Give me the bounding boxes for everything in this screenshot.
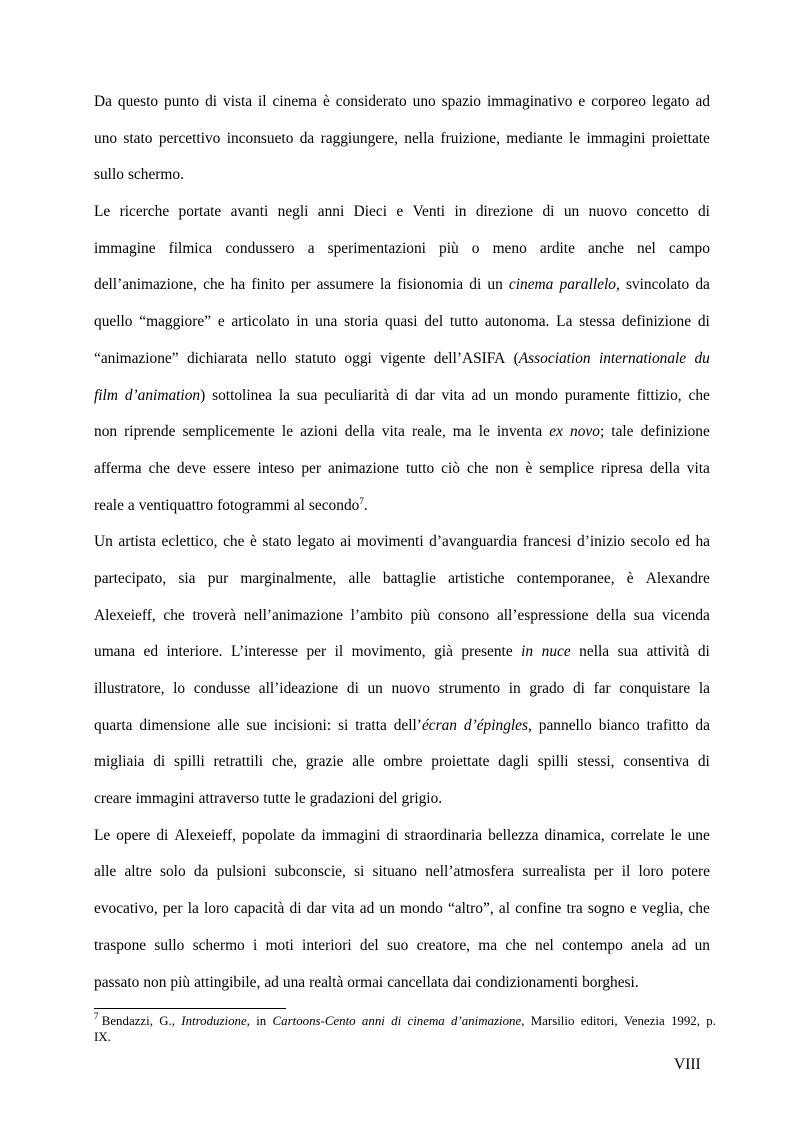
footnote-line-2: IX. <box>94 1030 111 1044</box>
text-line: quello “maggiore” e articolato in una storia quasi del tutto autonoma. La stessa definizione di <box>94 313 710 331</box>
page-number: VIII <box>674 1056 701 1073</box>
text-line: Alexeieff, che troverà nell’animazione l’ambito più consono all’espressione della sua vicenda <box>94 606 710 624</box>
text-line: illustratore, lo condusse all’ideazione di un nuovo strumento in grado di far conquistare la <box>94 680 710 697</box>
text-line: Da questo punto di vista il cinema è considerato uno spazio immaginativo e corporeo legato ad <box>94 93 710 110</box>
text-line: migliaia di spilli retrattili che, grazie alle ombre proiettate dagli spilli stessi, consentiva di <box>94 753 710 771</box>
text-line: Un artista eclettico, che è stato legato ai movimenti d’avanguardia francesi d’inizio secolo ed ha <box>94 533 710 551</box>
text-line: afferma che deve essere inteso per animazione tutto ciò che non è semplice ripresa della vita <box>94 459 710 477</box>
text-line: Le ricerche portate avanti negli anni Dieci e Venti in direzione di un nuovo concetto di <box>94 203 710 221</box>
footnote-line-1: $^7$ Bendazzi, G., Introduzione, in Cartoons-Cento anni di cinema d’animazione, Marsilio editori, Venezia 1992, p. <box>94 1011 716 1028</box>
text-line: alle altre solo da pulsioni subconscie, si situano nell’atmosfera surrealista per il loro potere <box>94 863 710 881</box>
footnote-separator <box>94 1008 286 1009</box>
body-text <box>94 84 710 1001</box>
text-line: “animazione” dichiarata nello statuto oggi vigente dell’ASIFA (Association internationale du <box>94 349 710 367</box>
text-line: partecipato, sia pur marginalmente, alle battaglie artistiche contemporanee, è Alexandre <box>94 569 710 587</box>
text-line: film d’animation) sottolinea la sua peculiarità di dar vita ad un mondo puramente fittizio, che <box>94 386 710 404</box>
text-line: passato non più attingibile, ad una realtà ormai cancellata dai condizionamenti borghesi. <box>94 973 639 991</box>
text-line: traspone sullo schermo i moti interiori del suo creatore, ma che nel contempo anela ad un <box>94 936 710 954</box>
text-line: sullo schermo. <box>94 166 184 184</box>
text-line: umana ed interiore. L’interesse per il movimento, già presente in nuce nella sua attività di <box>94 643 710 661</box>
text-line: uno stato percettivo inconsueto da raggiungere, nella fruizione, mediante le immagini proiettate <box>94 129 710 147</box>
text-line: creare immagini attraverso tutte le gradazioni del grigio. <box>94 790 443 808</box>
text-line: dell’animazione, che ha finito per assumere la fisionomia di un cinema parallelo, svincolato da <box>94 276 710 294</box>
text-line: reale a ventiquattro fotogrammi al secondo$^7$. <box>94 495 368 514</box>
text-line: evocativo, per la loro capacità di dar vita ad un mondo “altro”, al confine tra sogno e veglia, che <box>94 900 710 918</box>
text-line: immagine filmica condussero a sperimentazioni più o meno ardite anche nel campo <box>94 239 710 257</box>
text-line: quarta dimensione alle sue incisioni: si tratta dell’écran d’épingles, pannello bianco trafitto da <box>94 716 710 734</box>
text-line: Le opere di Alexeieff, popolate da immagini di straordinaria bellezza dinamica, correlate le une <box>94 826 710 844</box>
text-line: non riprende semplicemente le azioni della vita reale, ma le inventa ex novo; tale definizione <box>94 423 710 441</box>
footnote <box>94 1013 716 1045</box>
